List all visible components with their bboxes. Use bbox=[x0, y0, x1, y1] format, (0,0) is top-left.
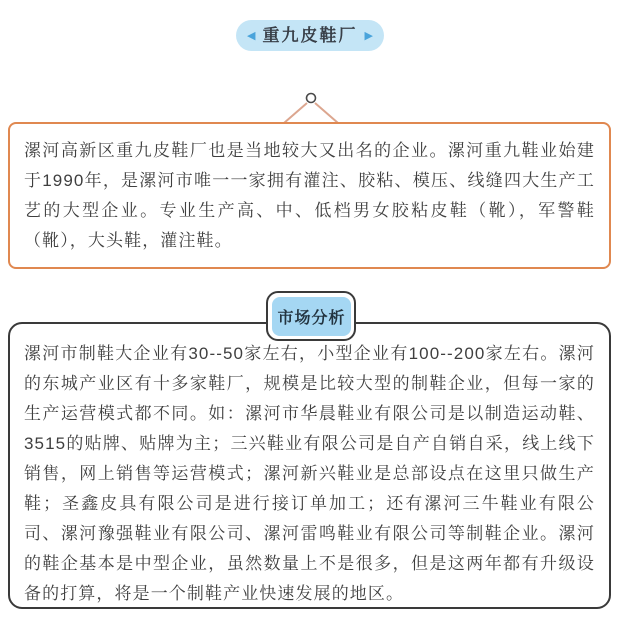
connector-right-leg bbox=[315, 103, 338, 123]
market-analysis-box bbox=[8, 322, 611, 609]
connector-left-leg bbox=[284, 103, 307, 123]
market-analysis-tab bbox=[266, 291, 356, 341]
intro-text: 漯河高新区重九皮鞋厂也是当地较大又出名的企业。漯河重九鞋业始建于1990年，是漯河市唯一一家拥有灌注、胶粘、模压、线缝四大生产工艺的大型企业。专业生产高、中、低档男女胶粘皮鞋（靴），军警鞋（靴），大头鞋，灌注鞋。 bbox=[24, 141, 595, 250]
arrow-right-icon: ▶ bbox=[364, 29, 373, 42]
intro-box bbox=[8, 122, 611, 269]
connector-caret bbox=[276, 90, 346, 124]
market-analysis-text: 漯河市制鞋大企业有30--50家左右，小型企业有100--200家左右。漯河的东城产业区有十多家鞋厂，规模是比较大型的制鞋企业，但每一家的生产运营模式都不同。如：漯河市华晨鞋业有限公司是以制造运动鞋、3515的贴牌、贴牌为主；三兴鞋业有限公司是自产自销自采，线上线下销售，网上销售等运营模式；漯河新兴鞋业是总部设点在这里只做生产鞋；圣鑫皮具有限公司是进行接订单加工；还有漯河三牛鞋业有限公司、漯河豫强鞋业有限公司、漯河雷鸣鞋业有限公司等制鞋企业。漯河的鞋企基本是中型企业，虽然数量上不是很多，但是这两年都有升级设备的打算，将是一个制鞋产业快速发展的地区。 bbox=[24, 344, 595, 603]
title-badge bbox=[236, 20, 384, 51]
connector-circle-icon bbox=[307, 94, 316, 103]
arrow-left-icon: ◀ bbox=[247, 29, 256, 42]
market-analysis-tab-label: 市场分析 bbox=[272, 297, 351, 336]
page-title: 重九皮鞋厂 bbox=[262, 26, 358, 45]
